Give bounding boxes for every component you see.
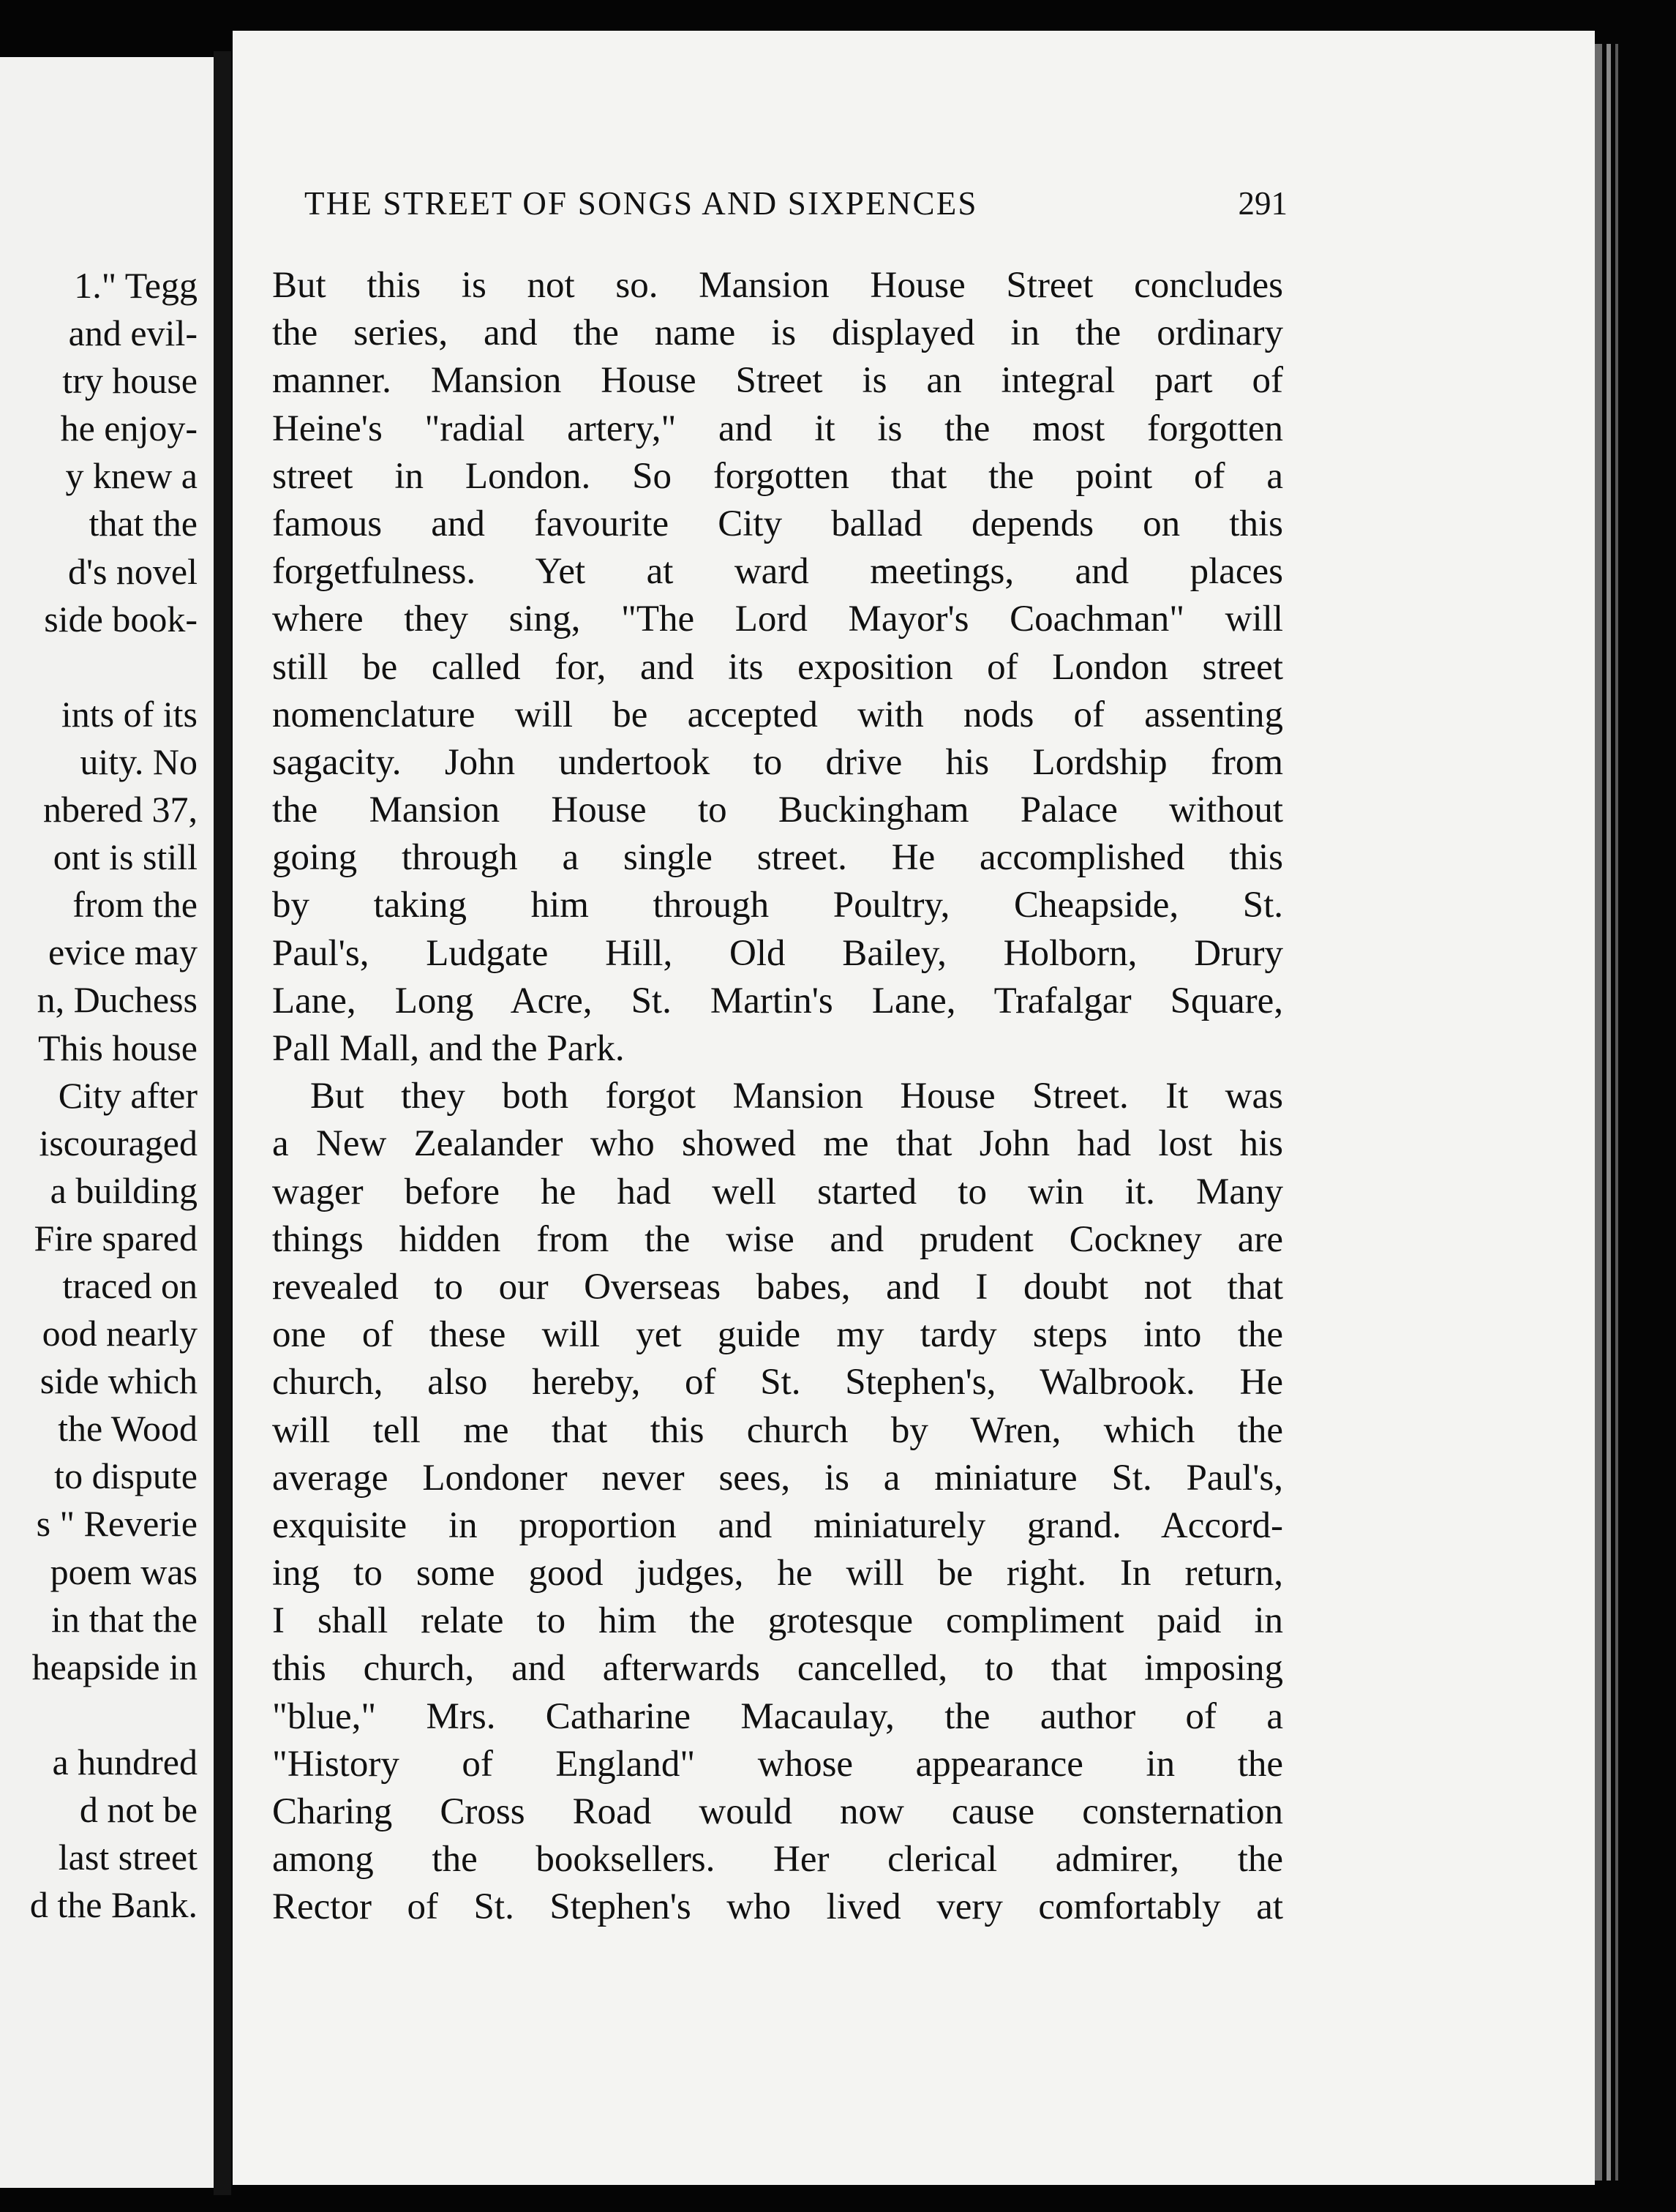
text-line: among the booksellers. Her clerical admirer, the [272,1839,1283,1881]
previous-page-line: iscouraged [39,1122,198,1163]
previous-page-line: that the [89,503,198,544]
previous-page-line: from the [72,884,198,926]
text-line: nomenclature will be accepted with nods of assenting [272,694,1283,735]
page-edge [1615,44,1618,2181]
text-line: street in London. So forgotten that the point of a [272,455,1283,497]
page-body [272,262,1283,1932]
text-line: things hidden from the wise and prudent Cockney are [272,1218,1283,1260]
text-line: forgetfulness. Yet at ward meetings, and places [272,551,1283,593]
previous-page-line: evice may [48,931,198,973]
previous-page-line: s " Reverie [36,1503,198,1545]
text-line: going through a single street. He accomplished this [272,837,1283,879]
text-line: Pall Mall, and the Park. [272,1028,625,1069]
text-line: I shall relate to him the grotesque compliment paid in [272,1600,1283,1642]
previous-page-line: poem was [50,1551,198,1592]
previous-page-line: heapside in [31,1646,198,1687]
previous-page-line: Fire spared [34,1217,198,1259]
text-line: Paul's, Ludgate Hill, Old Bailey, Holborn, Drury [272,932,1283,974]
text-line: average Londoner never sees, is a miniature St. Paul's, [272,1457,1283,1499]
previous-page-line: 1." Tegg [74,265,198,306]
text-line: Heine's "radial artery," and it is the most forgotten [272,408,1283,449]
book-gutter [214,51,231,2195]
previous-page-line: to dispute [54,1455,198,1497]
text-line: where they sing, "The Lord Mayor's Coachman" will [272,599,1283,640]
text-line: sagacity. John undertook to drive his Lordship from [272,741,1283,783]
previous-page-line: n, Duchess [37,979,198,1021]
text-line: the series, and the name is displayed in the ordinary [272,312,1283,354]
previous-page-line: a building [50,1169,198,1211]
previous-page-line: the Wood [58,1408,198,1450]
previous-page [0,57,214,2188]
text-line: "History of England" whose appearance in the [272,1743,1283,1785]
previous-page-line: nbered 37, [42,789,198,831]
text-line: a New Zealander who showed me that John had lost his [272,1123,1283,1165]
text-line: wager before he had well started to win it. Many [272,1171,1283,1212]
previous-page-line: ood nearly [42,1313,198,1354]
text-line: still be called for, and its exposition of London street [272,646,1283,688]
page-edge [1607,44,1611,2181]
paragraph-gap [0,643,198,691]
paragraph-gap [0,1691,198,1739]
previous-page-line: City after [58,1074,198,1116]
previous-page-line: side book- [44,598,198,640]
previous-page-line: traced on [62,1264,198,1306]
text-line: Lane, Long Acre, St. Martin's Lane, Trafalgar Square, [272,980,1283,1021]
previous-page-line: he enjoy- [60,408,198,449]
previous-page-line: last street [58,1837,198,1878]
text-line: the Mansion House to Buckingham Palace without [272,790,1283,831]
previous-page-text [0,262,198,1929]
text-line: Charing Cross Road would now cause consternation [272,1791,1283,1832]
text-line: "blue," Mrs. Catharine Macaulay, the author of a [272,1695,1283,1737]
text-line: church, also hereby, of St. Stephen's, Walbrook. He [272,1362,1283,1403]
text-line: famous and favourite City ballad depends on this [272,503,1283,544]
text-line: by taking him through Poultry, Cheapside, St. [272,885,1283,926]
text-line: revealed to our Overseas babes, and I doubt not that [272,1266,1283,1308]
page-number: 291 [1238,185,1288,222]
previous-page-line: d the Bank. [29,1884,198,1926]
previous-page-line: ont is still [53,836,198,878]
previous-page-line: try house [62,360,198,402]
previous-page-line: in that the [51,1598,198,1640]
page-edge [1595,44,1602,2181]
running-title: THE STREET OF SONGS AND SIXPENCES [304,185,978,222]
previous-page-line: d's novel [67,550,198,592]
text-line: But this is not so. Mansion House Street concludes [272,265,1283,306]
text-line: manner. Mansion House Street is an integral part of [272,360,1283,402]
text-line: this church, and afterwards cancelled, to that imposing [272,1648,1283,1690]
previous-page-line: a hundred [52,1741,198,1782]
previous-page-line: y knew a [65,455,198,497]
text-line: exquisite in proportion and miniaturely grand. Accord- [272,1504,1283,1546]
text-line: one of these will yet guide my tardy steps into the [272,1314,1283,1356]
previous-page-line: side which [40,1360,198,1402]
previous-page-line: ints of its [61,693,198,735]
text-line: Rector of St. Stephen's who lived very comfortably at [272,1886,1283,1928]
text-line: will tell me that this church by Wren, which the [272,1409,1283,1451]
previous-page-line: uity. No [80,741,198,782]
previous-page-line: This house [37,1027,198,1068]
previous-page-line: and evil- [68,312,198,354]
text-line: But they both forgot Mansion House Street. It was [310,1076,1283,1117]
previous-page-line: d not be [79,1789,198,1830]
text-line: ing to some good judges, he will be right. In return, [272,1553,1283,1594]
running-header [304,174,1288,233]
